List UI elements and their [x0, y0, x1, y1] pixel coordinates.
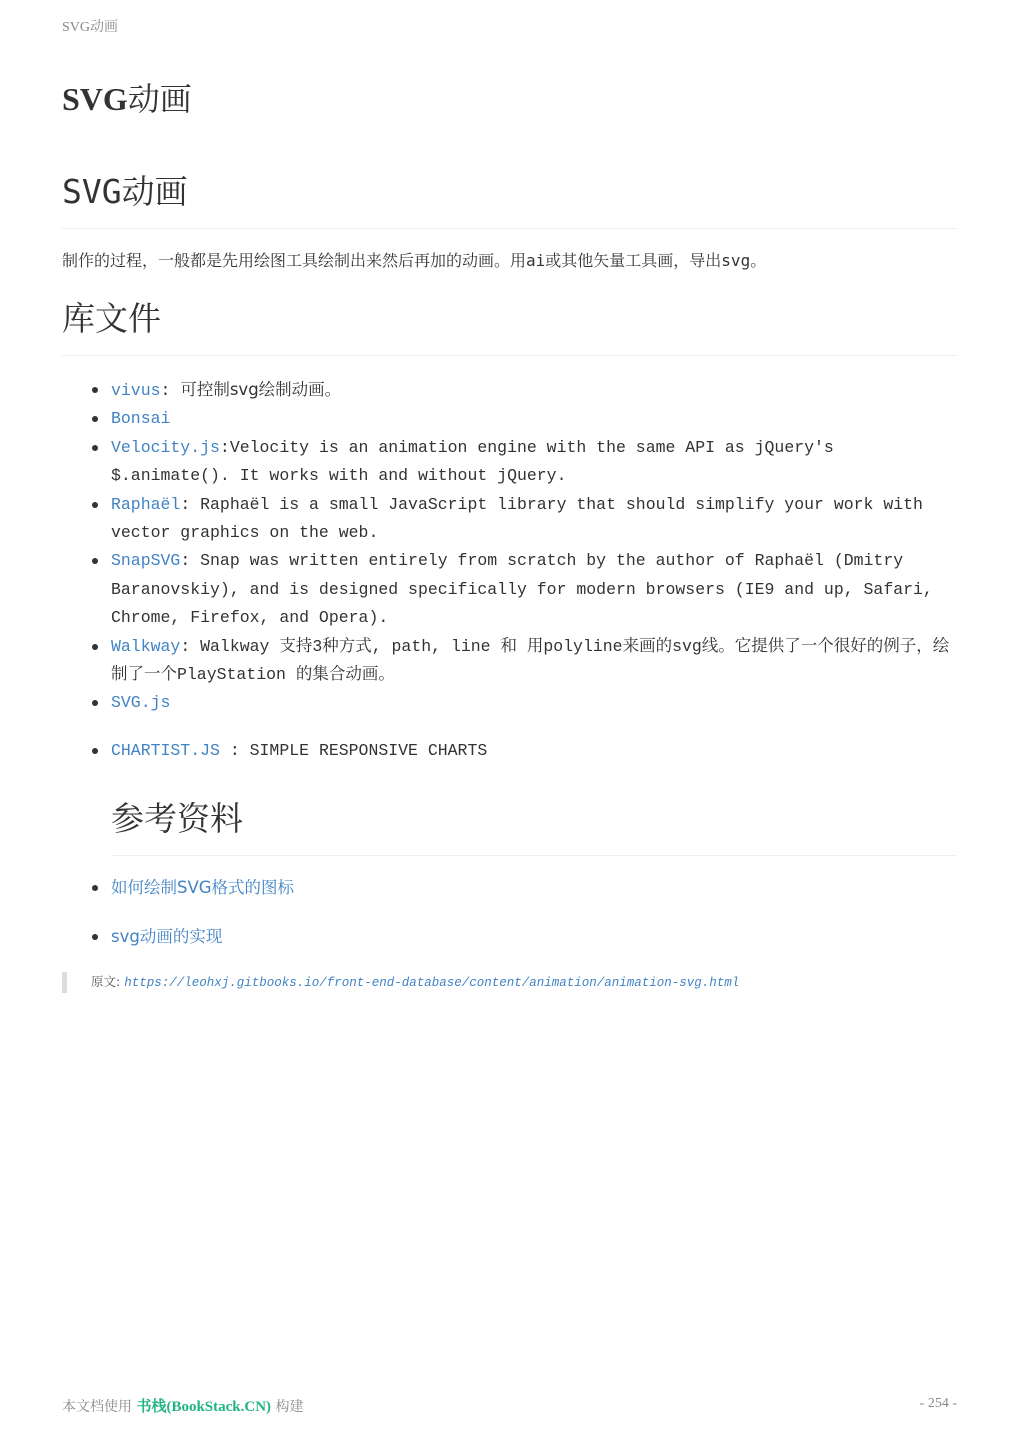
velocity-desc: :Velocity is an animation engine with the same API as jQuery's $.animate(). It works with and without jQuery.	[111, 437, 834, 486]
list-item-velocity	[111, 434, 956, 491]
section-heading-references: 参考资料	[111, 797, 956, 856]
vivus-desc: 可控制svg绘制动画。	[180, 380, 342, 399]
walkway-desc: : Walkway 支持3种方式, path, line 和 用polyline来画的svg线。它提供了一个很好的例子，绘制了一个PlayStation 的集合动画。	[111, 636, 950, 685]
running-header: SVG动画	[62, 20, 119, 35]
intro-text-2: 或其他矢量工具画，导出	[545, 251, 722, 270]
section-heading-libraries: 库文件	[62, 297, 956, 356]
link-raphael[interactable]: Raphaël	[111, 494, 181, 514]
list-item-bonsai	[111, 405, 956, 433]
list-item-snapsvg	[111, 547, 956, 632]
raphael-desc: : Raphaël is a small JavaScript library that should simplify your work with vector graphics on the web.	[111, 494, 923, 543]
chartist-desc: : SIMPLE RESPONSIVE CHARTS	[219, 740, 488, 760]
link-vivus[interactable]: vivus	[111, 381, 161, 400]
list-item-walkway	[111, 633, 956, 690]
intro-text-ai: ai	[526, 251, 546, 270]
footer-prefix: 本文档使用	[62, 1399, 137, 1415]
footer-brand-link[interactable]: 书栈(BookStack.CN)	[136, 1399, 272, 1415]
source-separator: :	[116, 974, 125, 990]
link-snapsvg[interactable]: SnapSVG	[111, 551, 181, 571]
intro-text-3: 。	[750, 251, 767, 270]
list-item-svgjs	[111, 689, 956, 717]
document-content	[62, 170, 956, 993]
list-item-reference	[111, 874, 956, 902]
list-item-vivus	[111, 376, 956, 405]
list-item-reference	[111, 923, 956, 951]
references-block	[111, 797, 956, 856]
snapsvg-desc: : Snap was written entirely from scratch by the author of Raphaël (Dmitry Baranovskiy), and is designed specifically for modern browsers (IE9 and up, Safari, Chrome, Firefox, and Opera).	[111, 551, 933, 628]
library-list	[62, 376, 956, 765]
source-url-link[interactable]: https://leohxj.gitbooks.io/front-end-database/content/animation/animation-svg.html	[124, 976, 740, 991]
page-title-cjk: 动画	[127, 80, 192, 118]
link-reference-svg-animation[interactable]: svg动画的实现	[111, 927, 223, 947]
section-heading-svg-animation: SVG动画	[62, 170, 956, 229]
footer-suffix: 构建	[271, 1399, 304, 1415]
intro-text-svg: svg	[721, 251, 751, 270]
list-item-chartist	[111, 737, 956, 765]
page-number: - 254 -	[919, 1396, 957, 1411]
page-title	[62, 78, 192, 120]
source-label: 原文	[91, 974, 117, 990]
list-item-raphael	[111, 491, 956, 548]
intro-text-1: 制作的过程，一般都是先用绘图工具绘制出来然后再加的动画。用	[62, 251, 527, 270]
source-blockquote	[62, 972, 956, 993]
link-chartist[interactable]: CHARTIST.JS	[111, 740, 220, 760]
link-velocity[interactable]: Velocity.js	[111, 437, 220, 457]
link-reference-svg-icon[interactable]: 如何绘制SVG格式的图标	[111, 878, 295, 898]
vivus-desc-prefix: :	[160, 381, 181, 400]
link-bonsai[interactable]: Bonsai	[111, 409, 171, 429]
intro-paragraph	[62, 247, 956, 275]
reference-list	[62, 874, 956, 951]
page-title-latin: SVG	[62, 81, 128, 117]
link-svgjs[interactable]: SVG.js	[111, 693, 171, 713]
footer-credit	[62, 1395, 304, 1416]
link-walkway[interactable]: Walkway	[111, 636, 181, 656]
